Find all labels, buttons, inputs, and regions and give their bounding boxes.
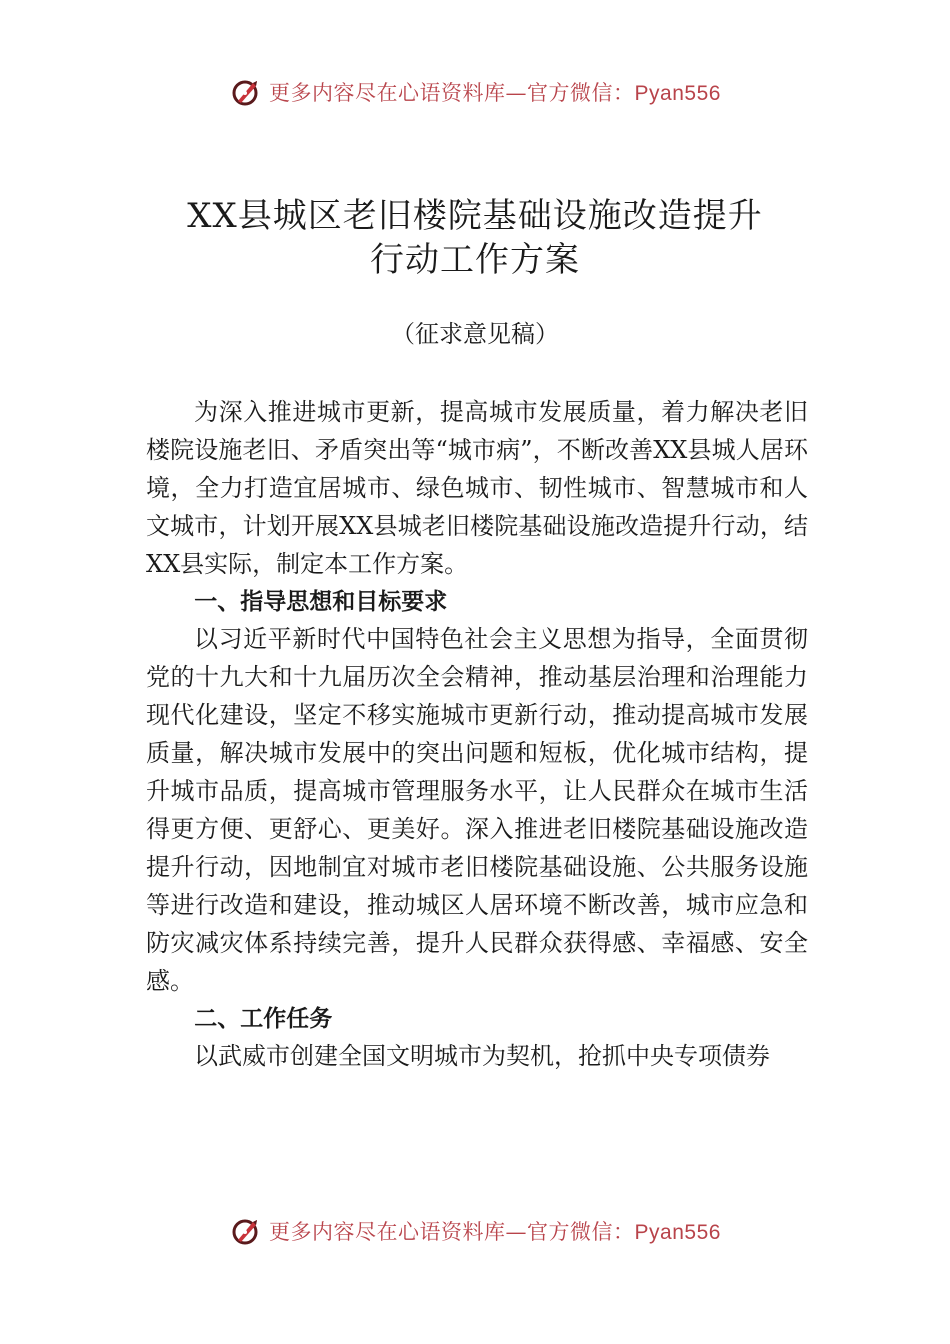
pen-nib-logo-icon [229,75,263,109]
banner-text: 更多内容尽在心语资料库—官方微信：Pyan556 [269,1220,721,1244]
pen-nib-logo-icon [229,1214,263,1248]
intro-paragraph: 为深入推进城市更新，提高城市发展质量，着力解决老旧楼院设施老旧、矛盾突出等“城市病”，不断改善XX县城人居环境，全力打造宜居城市、绿色城市、韧性城市、智慧城市和人文城市，计划开展XX县城老旧楼院基础设施改造提升行动，结XX县实际，制定本工作方案。 [146,398,808,578]
banner-wechat-id: Pyan556 [634,82,721,105]
banner-text: 更多内容尽在心语资料库—官方微信：Pyan556 [269,81,721,105]
section-1-paragraph: 以习近平新时代中国特色社会主义思想为指导，全面贯彻党的十九大和十九届历次全会精神，推动基层治理和治理能力现代化建设，坚定不移实施城市更新行动，推动提高城市发展质量，解决城市发展中的突出问题和短板，优化城市结构，提升城市品质，提高城市管理服务水平，让人民群众在城市生活得更方便、更舒心、更美好。深入推进老旧楼院基础设施改造提升行动，因地制宜对城市老旧楼院基础设施、公共服务设施等进行改造和建设，推动城区人居环境不断改善，城市应急和防灾减灾体系持续完善，提升人民群众获得感、幸福感、安全感。 [146,625,808,995]
document-title-line-2: 行动工作方案 [370,240,580,280]
section-1-heading: 一、指导思想和目标要求 [194,588,448,615]
header-banner [0,72,950,112]
document-subtitle: （征求意见稿） [391,320,559,348]
section-2-paragraph: 以武威市创建全国文明城市为契机，抢抓中央专项债券 [194,1042,770,1071]
banner-wechat-id: Pyan556 [634,1221,721,1244]
document-title-line-1: XX县城区老旧楼院基础设施改造提升 [187,196,763,236]
document-body [146,394,808,1076]
footer-banner [0,1211,950,1251]
section-2-heading: 二、工作任务 [194,1005,333,1032]
